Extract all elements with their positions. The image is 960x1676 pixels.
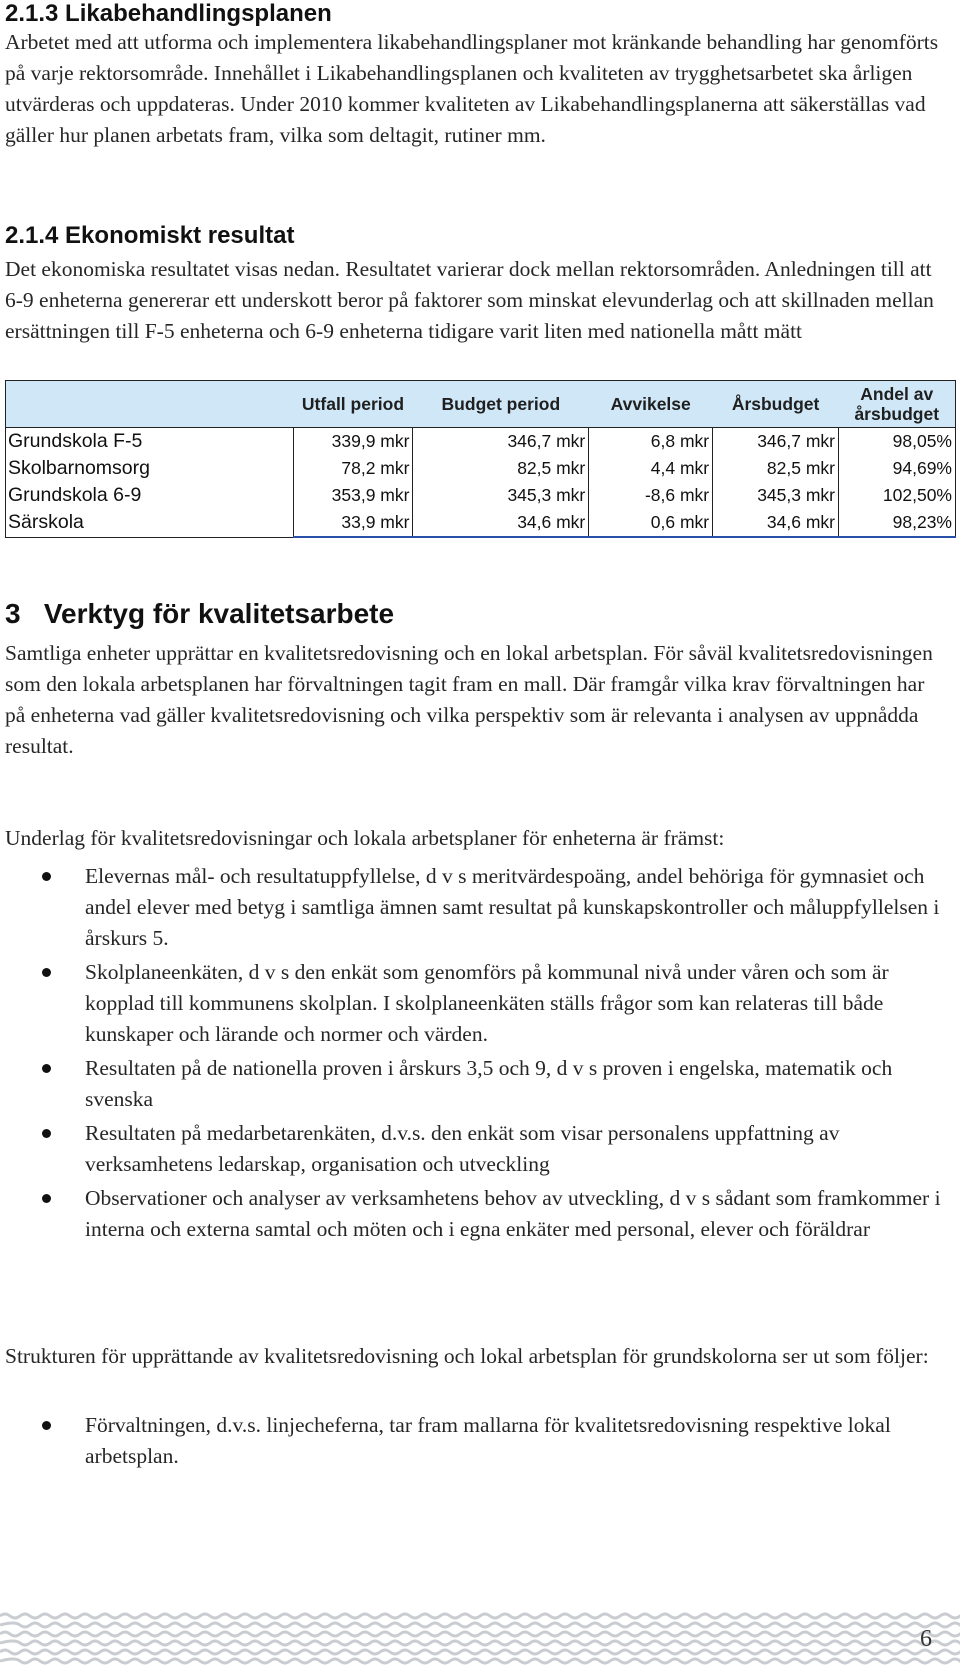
paragraph-verktyg-intro: Samtliga enheter upprättar en kvalitetsredovisning och en lokal arbetsplan. För såväl kvalitetsredovisningen som den lokala arbetsplanen har förvaltningen tagit fram en mall. Där framgår vilka krav förvaltningen har på enheterna vad gäller kvalitetsredovisning och vilka perspektiv som är relevanta i analysen av uppnådda resultat.	[5, 641, 933, 758]
list-item-text: Elevernas mål- och resultatuppfyllelse, d v s meritvärdespoäng, andel behöriga för gymnasiet och andel elever med betyg i samtliga ämnen samt resultat på kunskapskontroller och måluppfyllelsen i årskurs 5.	[85, 864, 940, 950]
row-label: Särskola	[6, 509, 294, 537]
bullet-list-underlag	[5, 861, 950, 1245]
paragraph-underlag: Underlag för kvalitetsredovisningar och lokala arbetsplaner för enheterna är främst:	[5, 826, 725, 850]
table-header-row	[6, 381, 956, 428]
wave-line	[0, 1641, 960, 1645]
cell-budget: 346,7 mkr	[413, 428, 589, 456]
paragraph-strukturen: Strukturen för upprättande av kvalitetsredovisning och lokal arbetsplan för grundskolorna ser ut som följer:	[5, 1344, 929, 1368]
cell-utfall: 353,9 mkr	[293, 482, 413, 509]
cell-arsbudget: 346,7 mkr	[713, 428, 839, 456]
wave-line	[0, 1623, 960, 1627]
table-header-andel: Andel av årsbudget	[839, 381, 956, 428]
list-item-text: Resultaten på de nationella proven i årskurs 3,5 och 9, d v s proven i engelska, matematik och svenska	[85, 1056, 893, 1111]
bullet-list-struktur	[5, 1410, 950, 1472]
cell-arsbudget: 345,3 mkr	[713, 482, 839, 509]
cell-budget: 34,6 mkr	[413, 509, 589, 537]
bullet-icon	[42, 1129, 51, 1138]
table-row	[6, 455, 956, 482]
wave-line	[0, 1614, 960, 1618]
list-item	[5, 861, 950, 954]
cell-arsbudget: 82,5 mkr	[713, 455, 839, 482]
cell-budget: 82,5 mkr	[413, 455, 589, 482]
paragraph-likabehandlingsplanen: Arbetet med att utforma och implementera likabehandlingsplaner mot kränkande behandling har genomförts på varje rektorsområde. Innehållet i Likabehandlingsplanen och kvaliteten av trygghetsarbetet ska årligen utvärderas och uppdateras. Under 2010 kommer kvaliteten av Likabehandlingsplanerna att säkerställas vad gäller hur planen arbetats fram, vilka som deltagit, rutiner mm.	[5, 30, 939, 147]
table-header-empty	[6, 381, 294, 428]
section-heading-ekonomiskt-resultat: 2.1.4 Ekonomiskt resultat	[5, 222, 295, 249]
row-label: Skolbarnomsorg	[6, 455, 294, 482]
section-heading-likabehandlingsplanen: 2.1.3 Likabehandlingsplanen	[5, 0, 332, 27]
paragraph-ekonomiskt-resultat: Det ekonomiska resultatet visas nedan. Resultatet varierar dock mellan rektorsområden. Anledningen till att 6-9 enheterna genererar ett underskott beror på faktorer som minskat elevunderlag och att skillnaden mellan ersättningen till F-5 enheterna och 6-9 enheterna tidigare varit liten med nationella mått mätt	[5, 257, 934, 343]
cell-avvikelse: 4,4 mkr	[589, 455, 713, 482]
list-item	[5, 1053, 950, 1115]
cell-utfall: 339,9 mkr	[293, 428, 413, 456]
page-number: 6	[920, 1626, 932, 1652]
footer-wave-pattern	[0, 1610, 960, 1676]
list-item-text: Skolplaneenkäten, d v s den enkät som genomförs på kommunal nivå under våren och som är kopplad till kommunens skolplan. I skolplaneenkäten ställs frågor som kan relateras till både kunskaper och lärande och normer och värden.	[85, 960, 889, 1046]
table-header-utfall: Utfall period	[293, 381, 413, 428]
table-row	[6, 428, 956, 456]
list-item	[5, 1183, 950, 1245]
list-item-text: Förvaltningen, d.v.s. linjecheferna, tar fram mallarna för kvalitetsredovisning respektive lokal arbetsplan.	[85, 1413, 891, 1468]
wave-line	[0, 1632, 960, 1636]
cell-budget: 345,3 mkr	[413, 482, 589, 509]
cell-avvikelse: 0,6 mkr	[589, 509, 713, 537]
cell-andel: 102,50%	[839, 482, 956, 509]
row-label: Grundskola 6-9	[6, 482, 294, 509]
list-item	[5, 1410, 950, 1472]
table-header-avvikelse: Avvikelse	[589, 381, 713, 428]
bullet-icon	[42, 872, 51, 881]
cell-arsbudget: 34,6 mkr	[713, 509, 839, 537]
cell-avvikelse: 6,8 mkr	[589, 428, 713, 456]
page-footer	[0, 1610, 960, 1676]
table-row	[6, 482, 956, 509]
bullet-icon	[42, 1194, 51, 1203]
wave-line	[0, 1659, 960, 1663]
list-item	[5, 1118, 950, 1180]
table-row	[6, 509, 956, 537]
table-header-budget: Budget period	[413, 381, 589, 428]
table-header-arsbudget: Årsbudget	[713, 381, 839, 428]
cell-andel: 98,05%	[839, 428, 956, 456]
section-heading-verktyg: 3 Verktyg för kvalitetsarbete	[5, 598, 395, 629]
row-label: Grundskola F-5	[6, 428, 294, 456]
list-item	[5, 957, 950, 1050]
cell-andel: 98,23%	[839, 509, 956, 537]
bullet-icon	[42, 1421, 51, 1430]
cell-utfall: 33,9 mkr	[293, 509, 413, 537]
list-item-text: Observationer och analyser av verksamhetens behov av utveckling, d v s sådant som framkommer i interna och externa samtal och möten och i egna enkäter med personal, elever och föräldrar	[85, 1186, 941, 1241]
bullet-icon	[42, 1064, 51, 1073]
cell-avvikelse-negative: -8,6 mkr	[589, 482, 713, 509]
bullet-icon	[42, 968, 51, 977]
cell-utfall: 78,2 mkr	[293, 455, 413, 482]
list-item-text: Resultaten på medarbetarenkäten, d.v.s. den enkät som visar personalens uppfattning av verksamhetens ledarskap, organisation och utveckling	[85, 1121, 840, 1176]
wave-line	[0, 1650, 960, 1654]
cell-andel: 94,69%	[839, 455, 956, 482]
budget-table	[5, 380, 956, 538]
